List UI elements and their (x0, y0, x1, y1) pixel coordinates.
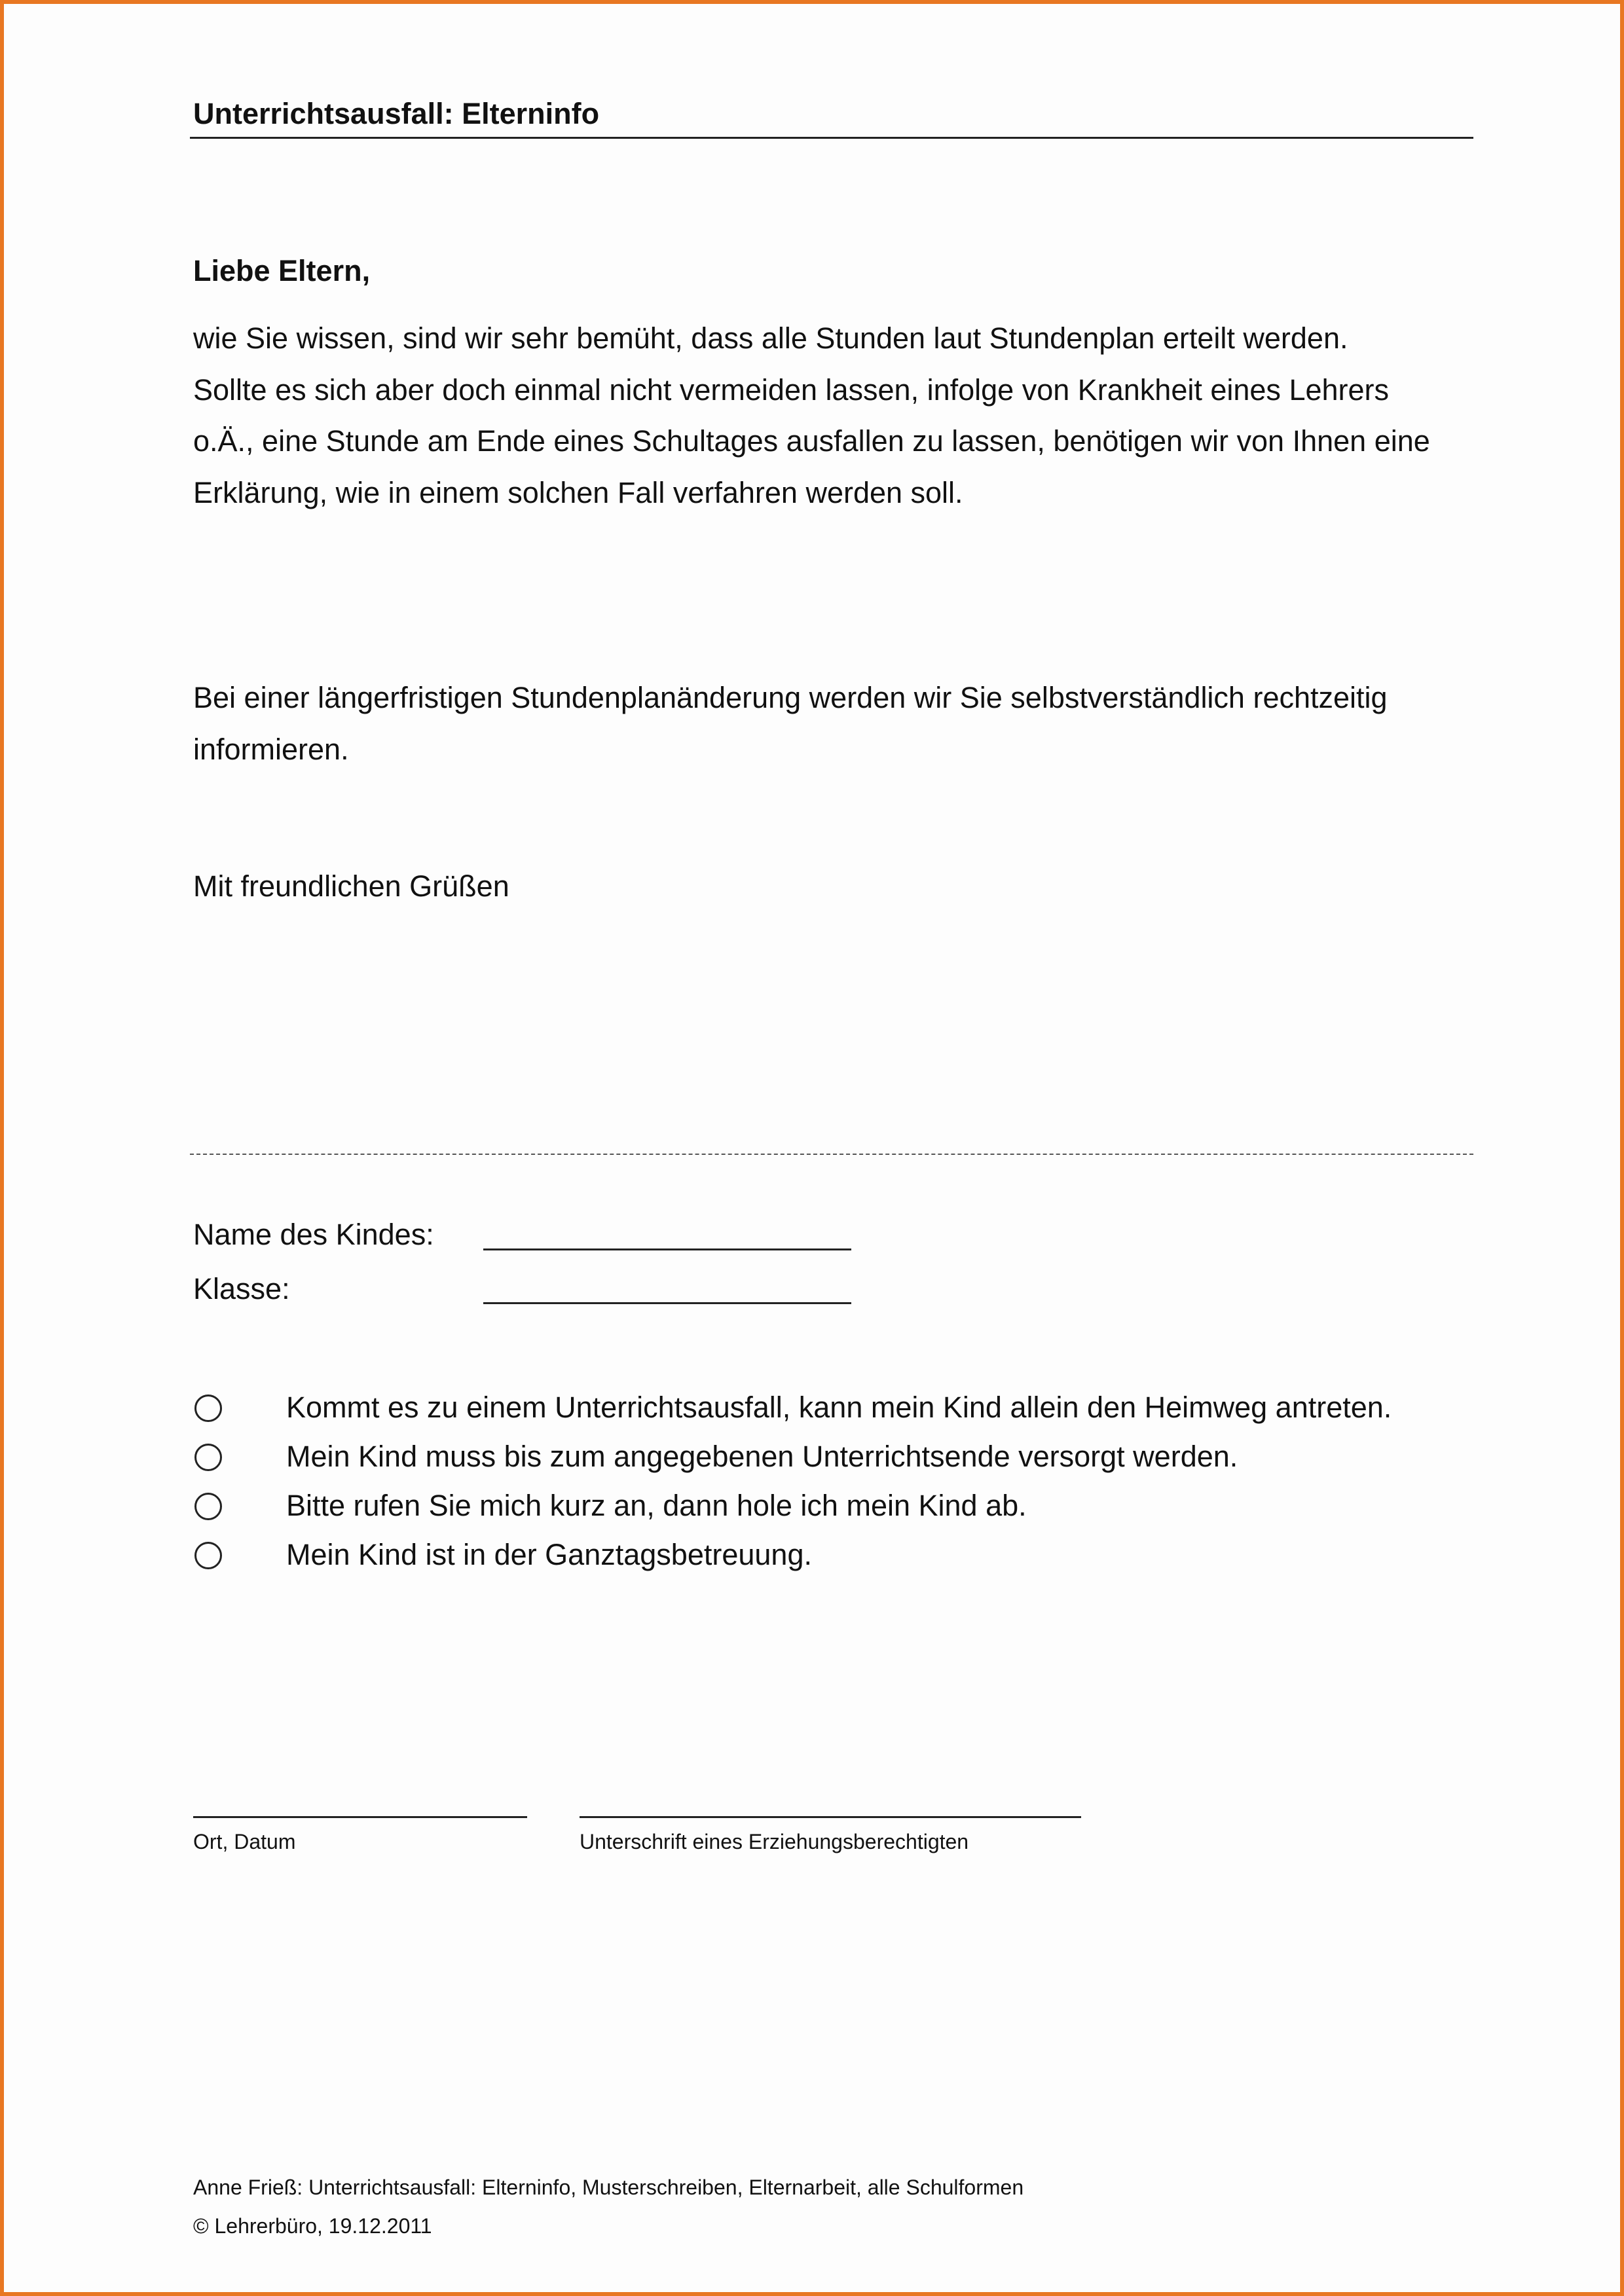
child-name-label: Name des Kindes: (193, 1218, 434, 1251)
document-title: Unterrichtsausfall: Elterninfo (193, 97, 600, 130)
title-divider (190, 137, 1473, 139)
paragraph1-line: Sollte es sich aber doch einmal nicht vermeiden lassen, infolge von Krankheit eines Lehrers (193, 373, 1390, 407)
cut-line (190, 1154, 1473, 1155)
option-label: Bitte rufen Sie mich kurz an, dann hole ich mein Kind ab. (286, 1489, 1027, 1522)
option-radio[interactable] (194, 1444, 222, 1471)
option-label: Mein Kind muss bis zum angegebenen Unterrichtsende versorgt werden. (286, 1440, 1238, 1473)
paragraph1-line: wie Sie wissen, sind wir sehr bemüht, dass alle Stunden laut Stundenplan erteilt werden. (193, 321, 1348, 355)
option-radio[interactable] (194, 1493, 222, 1520)
signature-field[interactable] (580, 1816, 1081, 1818)
closing: Mit freundlichen Grüßen (193, 869, 509, 903)
place-date-field[interactable] (193, 1816, 527, 1818)
option-label: Kommt es zu einem Unterrichtsausfall, kann mein Kind allein den Heimweg antreten. (286, 1391, 1392, 1424)
paragraph1-line: o.Ä., eine Stunde am Ende eines Schultages ausfallen zu lassen, benötigen wir von Ihnen eine (193, 424, 1430, 458)
child-name-field[interactable] (483, 1248, 851, 1250)
footer-copyright: © Lehrerbüro, 19.12.2011 (193, 2214, 432, 2238)
footer-source: Anne Frieß: Unterrichtsausfall: Elterninfo, Musterschreiben, Elternarbeit, alle Schulformen (193, 2176, 1024, 2199)
greeting: Liebe Eltern, (193, 254, 371, 287)
paragraph2-line: informieren. (193, 733, 349, 766)
paragraph2-line: Bei einer längerfristigen Stundenplanänderung werden wir Sie selbstverständlich rechtzeitig (193, 681, 1388, 714)
place-date-label: Ort, Datum (193, 1830, 296, 1853)
option-label: Mein Kind ist in der Ganztagsbetreuung. (286, 1538, 812, 1571)
signature-label: Unterschrift eines Erziehungsberechtigten (580, 1830, 969, 1853)
class-label: Klasse: (193, 1272, 290, 1305)
class-field[interactable] (483, 1302, 851, 1304)
option-radio[interactable] (194, 1542, 222, 1569)
paragraph1-line: Erklärung, wie in einem solchen Fall verfahren werden soll. (193, 476, 963, 509)
option-radio[interactable] (194, 1394, 222, 1422)
